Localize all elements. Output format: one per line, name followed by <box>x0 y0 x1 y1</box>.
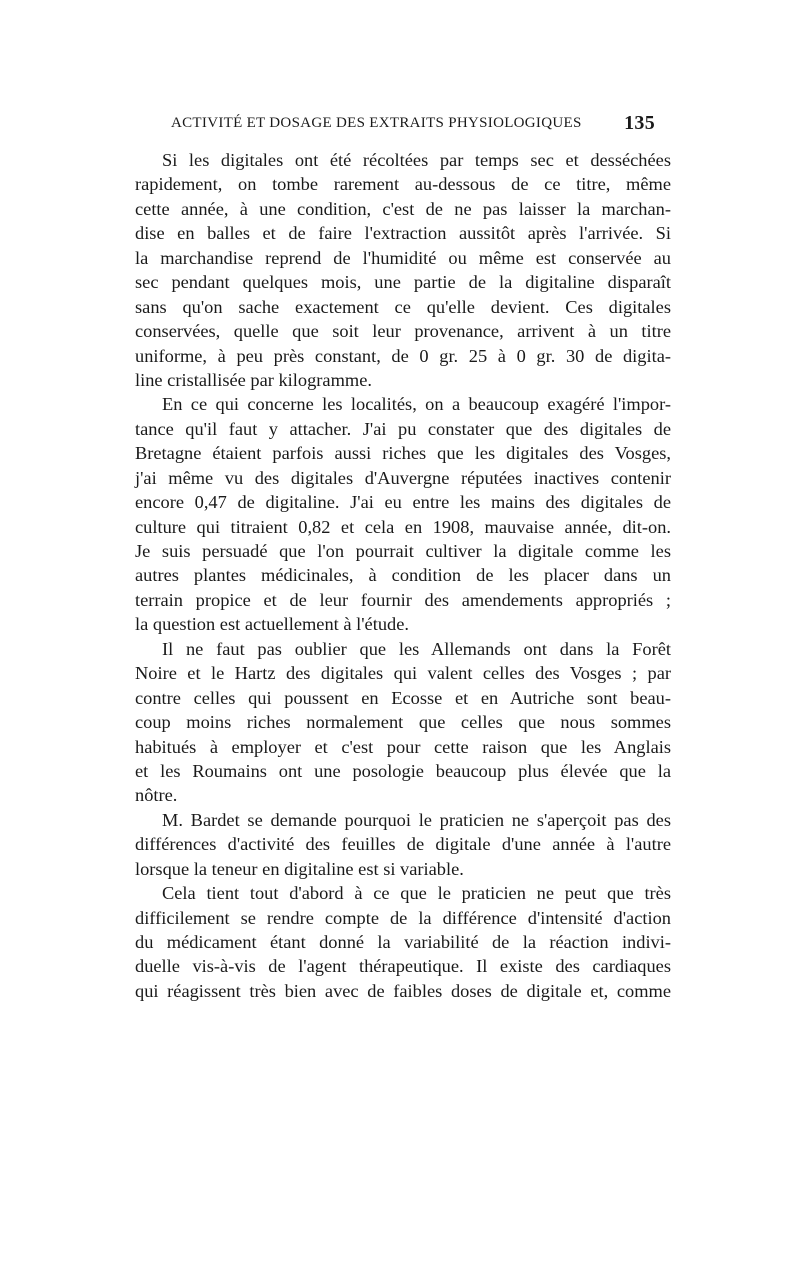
text-line: coup moins riches normalement que celles que nous sommes <box>135 712 671 733</box>
text-line: sans qu'on sache exactement ce qu'elle devient. Ces digitales <box>135 296 671 317</box>
text-line: et les Roumains ont une posologie beaucoup plus élevée que la <box>135 760 671 781</box>
page-number: 135 <box>624 112 655 134</box>
text-line: la marchandise reprend de l'humidité ou même est conservée au <box>135 247 671 268</box>
text-line: Si les digitales ont été récoltées par temps sec et desséchées <box>162 150 671 170</box>
text-line: contre celles qui poussent en Ecosse et en Autriche sont beau- <box>135 687 671 708</box>
running-head <box>171 112 655 139</box>
text-line: nôtre. <box>135 785 178 806</box>
text-line: conservées, quelle que soit leur provenance, arrivent à un titre <box>135 321 671 342</box>
running-title: ACTIVITÉ ET DOSAGE DES EXTRAITS PHYSIOLOGIQUES <box>171 115 582 131</box>
paragraph-2 <box>135 392 671 636</box>
paragraph-3 <box>135 637 671 808</box>
paragraph-5 <box>135 881 671 1003</box>
text-line: habitués à employer et c'est pour cette raison que les Anglais <box>135 736 671 757</box>
text-line: En ce qui concerne les localités, on a beaucoup exagéré l'impor- <box>162 394 671 415</box>
text-line: rapidement, on tombe rarement au-dessous de ce titre, même <box>135 174 671 195</box>
text-line: différences d'activité des feuilles de digitale d'une année à l'autre <box>135 834 671 855</box>
text-line: dise en balles et de faire l'extraction aussitôt après l'arrivée. Si <box>135 223 671 244</box>
text-line: line cristallisée par kilogramme. <box>135 369 372 390</box>
text-line: du médicament étant donné la variabilité de la réaction indivi- <box>135 932 671 952</box>
paragraph-1 <box>135 148 671 392</box>
text-line: culture qui titraient 0,82 et cela en 1908, mauvaise année, dit-on. <box>135 516 671 537</box>
text-line: Il ne faut pas oublier que les Allemands ont dans la Forêt <box>162 638 671 659</box>
text-line: encore 0,47 de digitaline. J'ai eu entre les mains des digitales de <box>135 492 671 513</box>
text-line: terrain propice et de leur fournir des amendements appropriés ; <box>135 589 671 610</box>
paragraph-4 <box>135 808 671 881</box>
text-line: la question est actuellement à l'étude. <box>135 614 409 635</box>
text-line: qui réagissent très bien avec de faibles doses de digitale et, comme <box>135 980 671 1001</box>
text-line: Noire et le Hartz des digitales qui valent celles des Vosges ; par <box>135 663 671 684</box>
text-line: difficilement se rendre compte de la différence d'intensité d'action <box>135 907 671 928</box>
text-line: autres plantes médicinales, à condition de les placer dans un <box>135 565 671 586</box>
text-line: cette année, à une condition, c'est de ne pas laisser la marchan- <box>135 198 671 219</box>
text-line: Bretagne étaient parfois aussi riches que les digitales des Vosges, <box>135 443 671 464</box>
text-line: sec pendant quelques mois, une partie de la digitaline disparaît <box>135 272 671 293</box>
text-line: tance qu'il faut y attacher. J'ai pu constater que des digitales de <box>135 418 671 439</box>
text-line: Je suis persuadé que l'on pourrait cultiver la digitale comme les <box>135 541 671 561</box>
text-line: Cela tient tout d'abord à ce que le praticien ne peut que très <box>162 883 671 904</box>
text-line: duelle vis-à-vis de l'agent thérapeutique. Il existe des cardiaques <box>135 956 671 977</box>
text-line: j'ai même vu des digitales d'Auvergne réputées inactives contenir <box>135 467 671 488</box>
text-line: M. Bardet se demande pourquoi le praticien ne s'aperçoit pas des <box>162 809 671 830</box>
text-line: lorsque la teneur en digitaline est si variable. <box>135 858 464 879</box>
body-text <box>135 148 671 1003</box>
text-line: uniforme, à peu près constant, de 0 gr. 25 à 0 gr. 30 de digita- <box>135 345 671 366</box>
